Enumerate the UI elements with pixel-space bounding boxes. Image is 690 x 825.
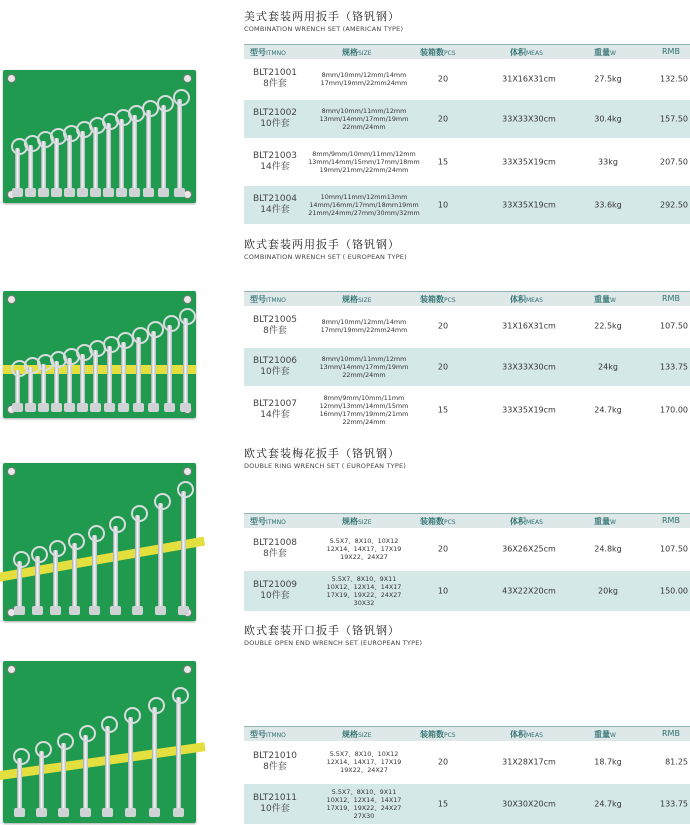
pcs-cell: 15 [437, 405, 449, 415]
header-rmb: RMB [662, 47, 680, 56]
header-pcs: 装箱数PCS [420, 48, 456, 57]
wrench-pouch [3, 463, 196, 621]
table-row [244, 142, 690, 182]
spec-cell: 8mm/10mm/12mm/14mm 17mm/19mm/22mm24mm [320, 318, 408, 334]
wrench-icon [72, 543, 77, 611]
header-weight: 重量W [594, 730, 616, 739]
spec-cell: 5.5X7、8X10、10X12 12X14、14X17、17X19 19X22、24X27 [326, 537, 402, 561]
wrench-icon [183, 318, 188, 408]
table-row [244, 307, 690, 345]
wrench-icon [15, 148, 20, 193]
wrench-icon [80, 131, 85, 193]
model-cell: BLT21001 8件套 [252, 68, 298, 89]
wrench-icon [113, 526, 118, 611]
wrench-icon [80, 354, 85, 408]
wrench-pouch [3, 291, 196, 418]
section-subtitle: COMBINATION WRENCH SET ( EUROPEAN TYPE) [244, 253, 407, 261]
wrench-icon [136, 337, 141, 408]
section-title: 美式套装两用扳手（铬钒钢） [244, 10, 400, 23]
header-rmb: RMB [662, 729, 680, 738]
table-row [244, 389, 690, 431]
weight-cell: 33kg [598, 157, 618, 167]
meas-cell: 31X16X31cm [502, 321, 556, 331]
price-cell: 133.75 [660, 799, 688, 809]
header-meas: 体积MEAS [510, 48, 543, 57]
weight-cell: 24.8kg [594, 544, 622, 554]
pcs-cell: 20 [437, 757, 449, 767]
pcs-cell: 20 [437, 321, 449, 331]
grommet-icon [7, 74, 16, 83]
wrench-icon [107, 346, 112, 408]
price-cell: 170.00 [660, 405, 688, 415]
header-meas: 体积MEAS [510, 517, 543, 526]
meas-cell: 33X33X30cm [502, 114, 556, 124]
model-cell: BLT21010 8件套 [252, 751, 298, 772]
wrench-icon [54, 138, 59, 193]
wrench-icon [177, 99, 182, 193]
header-model: 型号ITMNO [250, 295, 286, 304]
pcs-cell: 20 [437, 114, 449, 124]
header-meas: 体积MEAS [510, 295, 543, 304]
table-row [244, 348, 690, 386]
section-european-combination [244, 236, 690, 261]
model-cell: BLT21003 14件套 [252, 151, 298, 172]
header-weight: 重量W [594, 295, 616, 304]
meas-cell: 31X16X31cm [502, 74, 556, 84]
spec-cell: 8mm/10mm/11mm/12mm 13mm/14mm/17mm/19mm 22mm/24mm [319, 107, 409, 131]
wrench-icon [92, 535, 97, 611]
weight-cell: 18.7kg [594, 757, 622, 767]
wrench-icon [53, 550, 58, 611]
wrench-icon [15, 370, 20, 408]
wrench-icon [121, 342, 126, 408]
wrench-icon [54, 361, 59, 408]
header-weight: 重量W [594, 48, 616, 57]
price-cell: 132.50 [660, 74, 688, 84]
grommet-icon [183, 467, 192, 476]
pouch-strap [0, 742, 206, 781]
pcs-cell: 20 [437, 74, 449, 84]
model-cell: BLT21009 10件套 [252, 580, 298, 601]
grommet-icon [7, 665, 16, 674]
weight-cell: 30.4kg [594, 114, 622, 124]
weight-cell: 24.7kg [594, 799, 622, 809]
pcs-cell: 10 [437, 586, 449, 596]
table-row [244, 784, 690, 824]
wrench-icon [17, 561, 22, 611]
price-cell: 150.00 [660, 586, 688, 596]
wrench-icon [132, 115, 137, 193]
wrench-icon [39, 751, 44, 813]
table-header [244, 513, 690, 528]
wrench-icon [17, 758, 22, 813]
section-title: 欧式套装梅花扳手（铬钒钢） [244, 447, 400, 460]
section-subtitle: COMBINATION WRENCH SET (AMERICAN TYPE) [244, 25, 404, 33]
wrench-icon [161, 105, 166, 193]
pcs-cell: 20 [437, 362, 449, 372]
spec-cell: 8mm/9mm/10mm/11mm 12mm/13mm/14mm/15mm 16mm/17mm/19mm/21mm 22mm/24mm [319, 394, 409, 426]
header-meas: 体积MEAS [510, 730, 543, 739]
table-header [244, 726, 690, 741]
spec-cell: 5.5X7、8X10、9X11 10X12、12X14、14X17 17X19、19X22、24X27 30X32 [326, 575, 402, 607]
header-spec: 规格SIZE [342, 517, 372, 526]
section-subtitle: DOUBLE RING WRENCH SET ( EUROPEAN TYPE) [244, 462, 407, 470]
model-cell: BLT21006 10件套 [252, 356, 298, 377]
header-spec: 规格SIZE [342, 730, 372, 739]
header-rmb: RMB [662, 294, 680, 303]
wrench-icon [151, 331, 156, 408]
table-row [244, 529, 690, 569]
model-cell: BLT21005 8件套 [252, 315, 298, 336]
grommet-icon [183, 665, 192, 674]
meas-cell: 31X28X17cm [502, 757, 556, 767]
wrench-icon [28, 145, 33, 193]
wrench-icon [152, 707, 157, 813]
price-cell: 292.50 [660, 200, 688, 210]
meas-cell: 33X35X19cm [502, 200, 556, 210]
wrench-icon [67, 135, 72, 193]
wrench-icon [181, 491, 186, 611]
weight-cell: 27.5kg [594, 74, 622, 84]
pcs-cell: 20 [437, 544, 449, 554]
wrench-icon [61, 743, 66, 813]
section-title: 欧式套装开口扳手（铬钒钢） [244, 624, 400, 637]
pcs-cell: 15 [437, 157, 449, 167]
section-title: 欧式套装两用扳手（铬钒钢） [244, 238, 400, 251]
spec-cell: 5.5X7、8X10、10X12 12X14、14X17、17X19 19X22、24X27 [326, 750, 402, 774]
wrench-icon [35, 556, 40, 611]
wrench-icon [106, 123, 111, 193]
weight-cell: 20kg [598, 586, 618, 596]
wrench-icon [83, 735, 88, 813]
price-cell: 81.25 [665, 757, 688, 767]
spec-cell: 8mm/10mm/12mm/14mm 17mm/19mm/22mm24mm [320, 71, 408, 87]
meas-cell: 33X33X30cm [502, 362, 556, 372]
wrench-icon [128, 717, 133, 813]
header-weight: 重量W [594, 517, 616, 526]
section-subtitle: DOUBLE OPEN END WRENCH SET (EUROPEAN TYPE) [244, 639, 423, 647]
grommet-icon [183, 74, 192, 83]
spec-cell: 8mm/10mm/11mm/12mm 13mm/14mm/17mm/19mm 22mm/24mm [319, 355, 409, 379]
weight-cell: 24.7kg [594, 405, 622, 415]
header-model: 型号ITMNO [250, 517, 286, 526]
spec-cell: 8mm/9mm/10mm/11mm/12mm 13mm/14mm/15mm/17mm/18mm 19mm/21mm/22mm/24mm [308, 150, 420, 174]
table-row [244, 571, 690, 611]
table-row [244, 186, 690, 224]
table-header [244, 44, 690, 59]
wrench-icon [67, 358, 72, 408]
header-pcs: 装箱数PCS [420, 730, 456, 739]
wrench-icon [167, 325, 172, 408]
wrench-icon [135, 515, 140, 611]
wrench-pouch [3, 70, 196, 203]
spec-cell: 10mm/11mm/12mm13mm 14mm/16mm/17mm/18mm19mm 21mm/24mm/27mm/30mm/32mm [308, 193, 420, 217]
price-cell: 157.50 [660, 114, 688, 124]
header-pcs: 装箱数PCS [420, 517, 456, 526]
section-double-open-end [244, 622, 690, 647]
meas-cell: 30X30X20cm [502, 799, 556, 809]
wrench-icon [119, 119, 124, 193]
meas-cell: 43X22X20cm [502, 586, 556, 596]
table-header [244, 291, 690, 306]
header-spec: 规格SIZE [342, 295, 372, 304]
price-cell: 207.50 [660, 157, 688, 167]
table-row [244, 100, 690, 138]
grommet-icon [7, 295, 16, 304]
wrench-pouch [3, 661, 196, 823]
pcs-cell: 15 [437, 799, 449, 809]
section-american-combination [244, 8, 690, 33]
wrench-icon [41, 364, 46, 408]
grommet-icon [183, 295, 192, 304]
table-row [244, 742, 690, 782]
model-cell: BLT21007 14件套 [252, 399, 298, 420]
model-cell: BLT21004 14件套 [252, 194, 298, 215]
wrench-icon [28, 367, 33, 408]
spec-cell: 5.5X7、8X10、9X11 10X12、12X14、14X17 17X19、19X22、24X27 27X30 [326, 788, 402, 820]
price-cell: 107.50 [660, 321, 688, 331]
header-spec: 规格SIZE [342, 48, 372, 57]
weight-cell: 22.5kg [594, 321, 622, 331]
model-cell: BLT21008 8件套 [252, 538, 298, 559]
wrench-icon [158, 503, 163, 611]
wrench-icon [146, 110, 151, 193]
pouch-strap [0, 537, 205, 583]
wrench-icon [105, 726, 110, 813]
wrench-icon [93, 350, 98, 408]
pcs-cell: 10 [437, 200, 449, 210]
model-cell: BLT21011 10件套 [252, 793, 298, 814]
section-double-ring [244, 445, 690, 470]
header-model: 型号ITMNO [250, 730, 286, 739]
wrench-icon [176, 697, 181, 813]
weight-cell: 33.6kg [594, 200, 622, 210]
price-cell: 107.50 [660, 544, 688, 554]
header-rmb: RMB [662, 516, 680, 525]
grommet-icon [7, 467, 16, 476]
meas-cell: 33X35X19cm [502, 157, 556, 167]
header-model: 型号ITMNO [250, 48, 286, 57]
wrench-icon [41, 141, 46, 193]
header-pcs: 装箱数PCS [420, 295, 456, 304]
price-cell: 133.75 [660, 362, 688, 372]
model-cell: BLT21002 10件套 [252, 108, 298, 129]
meas-cell: 33X35X19cm [502, 405, 556, 415]
weight-cell: 24kg [598, 362, 618, 372]
table-row [244, 60, 690, 98]
wrench-icon [93, 127, 98, 193]
meas-cell: 36X26X25cm [502, 544, 556, 554]
